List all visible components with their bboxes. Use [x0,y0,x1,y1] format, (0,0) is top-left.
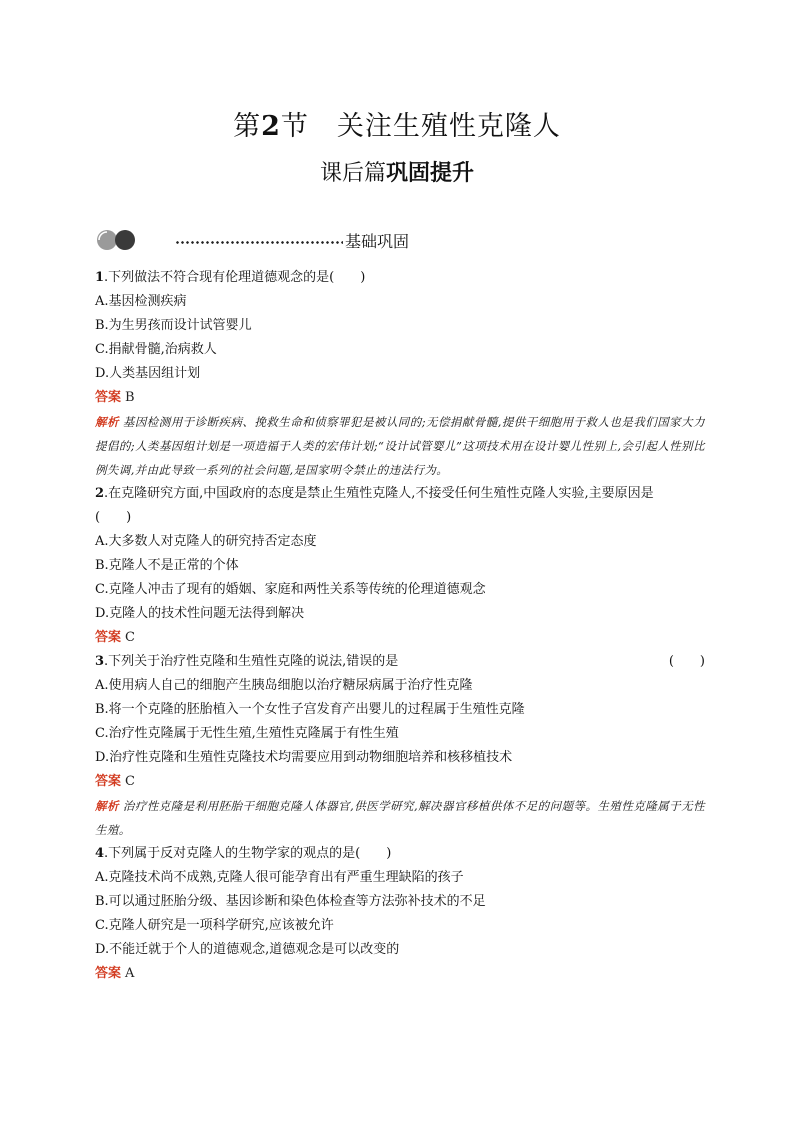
question-2-option-c: C.克隆人冲击了现有的婚姻、家庭和两性关系等传统的伦理道德观念 [95,582,486,597]
answer-paren: ( ) [668,654,705,669]
question-text: .下列做法不符合现有伦理道德观念的是( ) [104,270,366,285]
question-3-stem [95,650,705,674]
question-text: .下列属于反对克隆人的生物学家的观点的是( ) [104,846,392,861]
question-1-option-a: A.基因检测疾病 [95,294,187,309]
question-4-option-a: A.克隆技术尚不成熟,克隆人很可能孕育出有严重生理缺陷的孩子 [95,870,464,885]
page-title [0,104,794,143]
question-2-answer [95,626,705,650]
question-3-option-d: D.治疗性克隆和生殖性克隆技术均需要应用到动物细胞培养和核移植技术 [95,750,513,765]
questions-list [95,266,705,986]
question-1-option-d: D.人类基因组计划 [95,366,201,381]
question-1-answer [95,386,705,410]
section-title: 基础巩固 [345,232,410,251]
subtitle-normal: 课后篇 [319,161,386,186]
answer-label: 答案 [95,966,122,981]
answer-label: 答案 [95,390,122,405]
question-2-stem [95,482,705,506]
answer-label: 答案 [95,774,122,789]
answer-value: C [125,630,135,645]
subtitle-strong: 巩固提升 [386,161,475,186]
question-text: .在克隆研究方面,中国政府的态度是禁止生殖性克隆人,不接受任何生殖性克隆人实验,主要原因是 [104,486,654,501]
question-2-option-a: A.大多数人对克隆人的研究持否定态度 [95,534,317,549]
explanation-label: 解析 [95,799,119,813]
question-4-option-d: D.不能迁就于个人的道德观念,道德观念是可以改变的 [95,942,400,957]
answer-value: C [125,774,135,789]
question-text: .下列关于治疗性克隆和生殖性克隆的说法,错误的是 [104,654,399,669]
question-1-option-b: B.为生男孩而设计试管婴儿 [95,318,252,333]
section-header [95,226,495,256]
question-1-explanation [95,410,705,482]
question-number: 4 [95,846,105,861]
question-2-option-d: D.克隆人的技术性问题无法得到解决 [95,606,305,621]
question-3-option-b: B.将一个克隆的胚胎植入一个女性子宫发育产出婴儿的过程属于生殖性克隆 [95,702,525,717]
question-3-option-c: C.治疗性克隆属于无性生殖,生殖性克隆属于有性生殖 [95,726,399,741]
title-number: 2 [261,111,281,142]
question-number: 2 [95,486,105,501]
question-2-option-b: B.克隆人不是正常的个体 [95,558,239,573]
explanation-text: 治疗性克隆是利用胚胎干细胞克隆人体器官,供医学研究,解决器官移植供体不足的问题等。生殖性克隆属于无性生殖。 [95,799,705,837]
section-badge-icon [95,228,139,252]
question-1-option-c: C.捐献骨髓,治病救人 [95,342,217,357]
question-number: 1 [95,270,105,285]
title-prefix: 第 [233,111,262,142]
question-3-option-a: A.使用病人自己的细胞产生胰岛细胞以治疗糖尿病属于治疗性克隆 [95,678,473,693]
page-subtitle [0,156,794,187]
question-3-answer [95,770,705,794]
question-2-paren: ( ) [95,510,132,525]
explanation-text: 基因检测用于诊断疾病、挽救生命和侦察罪犯是被认同的;无偿捐献骨髓,提供干细胞用于救人也是我们国家大力提倡的;人类基因组计划是一项造福于人类的宏伟计划;“设计试管婴儿”这项技术用在设计婴儿性别上,会引起人性别比例失调,并由此导致一系列的社会问题,是国家明令禁止的违法行为。 [95,415,705,477]
question-4-option-b: B.可以通过胚胎分级、基因诊断和染色体检查等方法弥补技术的不足 [95,894,486,909]
dotted-leader [175,241,343,244]
answer-label: 答案 [95,630,122,645]
answer-value: B [125,390,135,405]
question-number: 3 [95,654,105,669]
question-1-stem [95,266,705,290]
explanation-label: 解析 [95,415,119,429]
question-3-explanation [95,794,705,842]
answer-value: A [125,966,135,981]
question-4-stem [95,842,705,866]
question-4-answer [95,962,705,986]
title-suffix: 节 关注生殖性克隆人 [280,111,561,142]
question-4-option-c: C.克隆人研究是一项科学研究,应该被允许 [95,918,334,933]
